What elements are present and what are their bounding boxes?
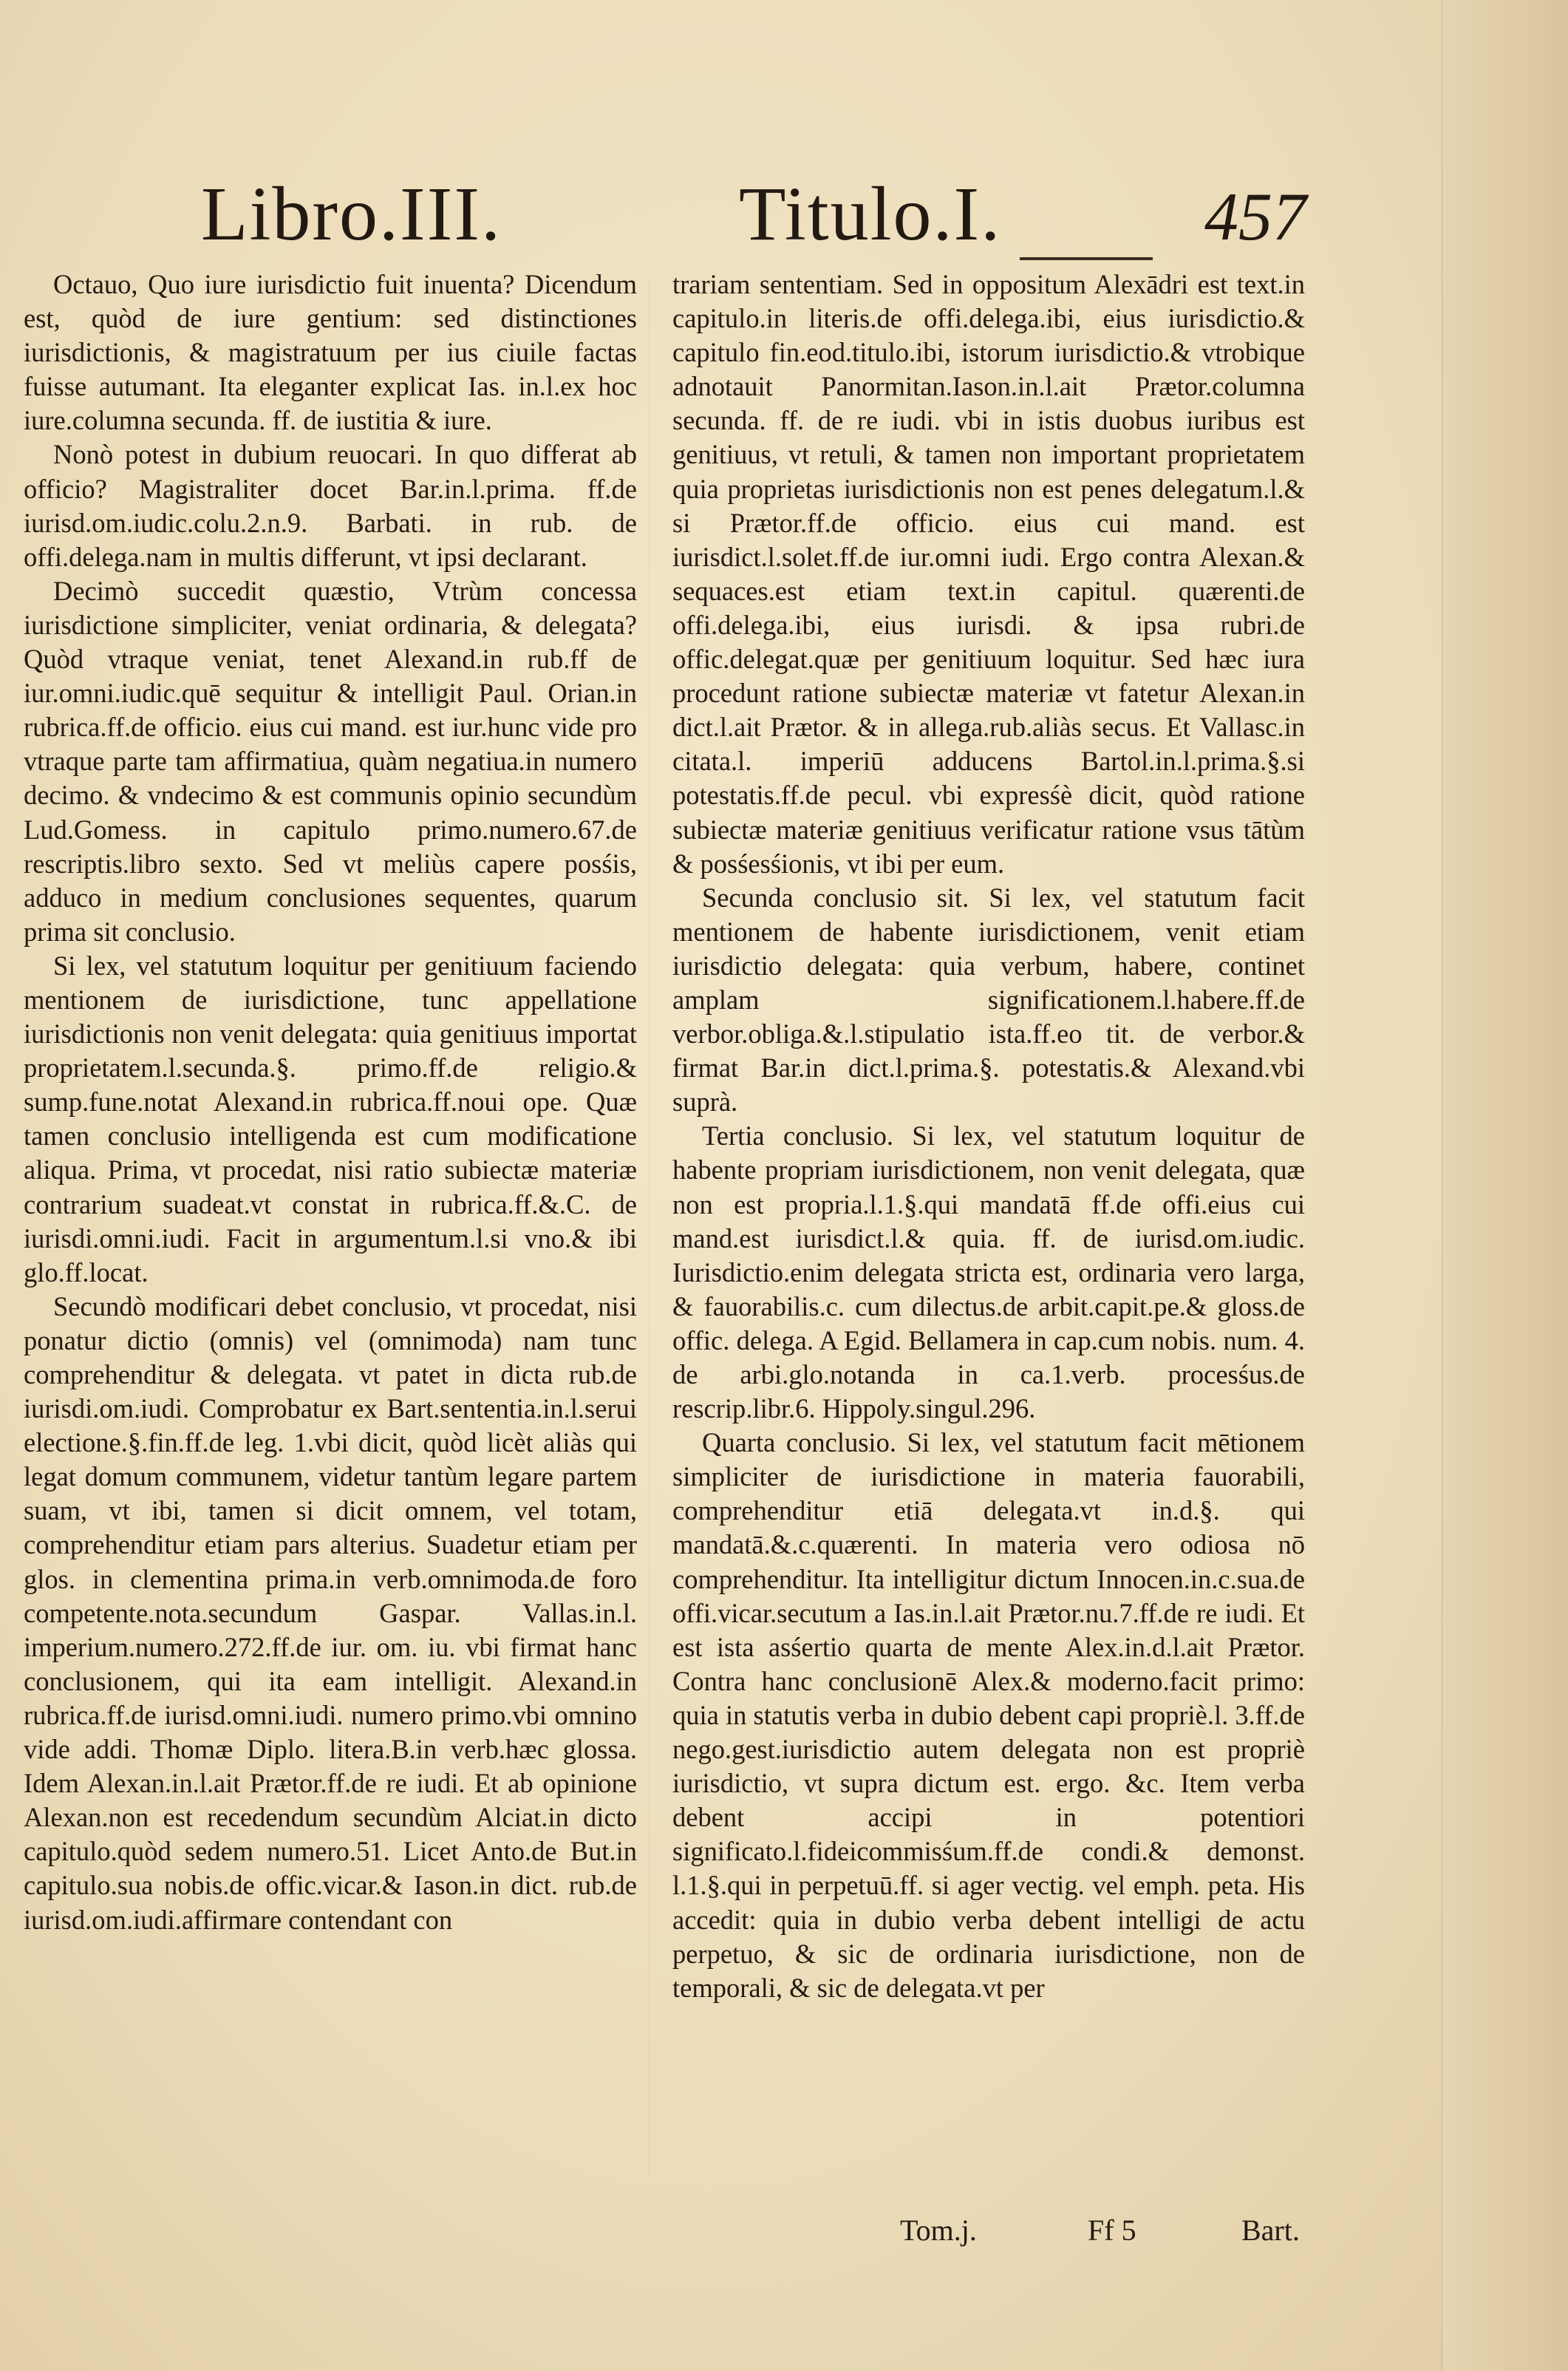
header-book: Libro.III. bbox=[201, 171, 502, 256]
paragraph: Decimò succedit quæstio, Vtrùm concessa iurisdictione simpliciter, veniat ordinaria, & delegata? Quòd vtraque veniat, tenet Alexand.in rub.ff de iur.omni.iudic.quē sequitur & intelligit Paul. Orian.in rubrica.ff.de officio. eius cui mand. est iur.hunc vide pro vtraque parte tam affirmatiua, quàm negatiua.in numero decimo. & vndecimo & est communis opinio secundùm Lud.Gomess. in capitulo primo.numero.67.de rescriptis.libro sexto. Sed vt meliùs capere posśis, adduco in medium conclusiones sequentes, quarum prima sit conclusio. bbox=[24, 575, 637, 947]
paragraph: Tertia conclusio. Si lex, vel statutum loquitur de habente propriam iurisdictionem, non venit delegata, quæ non est propria.l.1.§.qui mandatā ff.de offi.eius cui mand.est iurisdict.l.& quia. ff. de iurisd.om.iudic. Iurisdictio.enim delegata stricta est, ordinaria vero larga, & fauorabilis.c. cum dilectus.de arbit.capit.pe.& gloss.de offic. delega. A Egid. Bellamera in cap.cum nobis. num. 4. de arbi.glo.notanda in ca.1.verb. procesśus.de rescrip.libr.6. Hippoly.singul.296. bbox=[672, 1120, 1305, 1424]
paragraph: Octauo, Quo iure iurisdictio fuit inuenta? Dicendum est, quòd de iure gentium: sed distinctiones iurisdictionis, & magistratuum per ius ciuile factas fuisse autumant. Ita eleganter explicat Ias. in.l.ex hoc iure.columna secunda. ff. de iustitia & iure. bbox=[24, 269, 637, 436]
paragraph: trariam sententiam. Sed in oppositum Alexādri est text.in capitulo.in literis.de offi.delega.ibi, eius iurisdictio.& capitulo fin.eod.titulo.ibi, istorum iurisdictio.& vtrobique adnotauit Panormitan.Iason.in.l.ait Prætor.columna secunda. ff. de re iudi. vbi in istis duobus iuribus est genitiuus, vt retuli, & tamen non important proprietatem quia proprietas iurisdictionis non est penes delegatum.l.& si Prætor.ff.de officio. eius cui mand. est iurisdict.l.solet.ff.de iur.omni iudi. Ergo contra Alexan.& sequaces.est etiam text.in capitul. quærenti.de offi.delega.ibi, eius iurisdi. & ipsa rubri.de offic.delegat.quæ per genitiuum loquitur. Sed hæc iura procedunt ratione subiectæ materiæ vt fatetur Alexan.in dict.l.ait Prætor. & in allega.rub.aliàs secus. Et Vallasc.in citata.l. imperiū adducens Bartol.in.l.prima.§.si potestatis.ff.de pecul. vbi expresśè dicit, quòd ratione subiectæ materiæ genitiuus verificatur ratione vsus tātùm & posśesśionis, vt ibi per eum. bbox=[672, 269, 1305, 879]
left-column bbox=[24, 268, 637, 1937]
page-footer bbox=[0, 2213, 1568, 2257]
page-number: 457 bbox=[1204, 179, 1306, 254]
adjacent-page-edge bbox=[1442, 0, 1568, 2371]
paragraph: Quarta conclusio. Si lex, vel statutum facit mētionem simpliciter de iurisdictione in materia fauorabili, comprehenditur etiā delegata.vt in.d.§. qui mandatā.&.c.quærenti. In materia vero odiosa nō comprehenditur. Ita intelligitur dictum Innocen.in.c.sua.de offi.vicar.secutum a Ias.in.l.ait Prætor.nu.7.ff.de re iudi. Et est ista asśertio quarta de mente Alex.in.d.l.ait Prætor. Contra hanc conclusionē Alex.& moderno.facit primo: quia in statutis verba in dubio debent capi propriè.l. 3.ff.de nego.gest.iurisdictio autem delegata non est propriè iurisdictio, vt supra dictum est. ergo. &c. Item verba debent accipi in potentiori significato.l.fideicommisśum.ff.de condi.& demonst. l.1.§.qui in perpetuū.ff. si ager vectig. vel emph. peta. His accedit: quia in dubio verba debent intelligi de actu perpetuo, & sic de ordinaria iurisdictione, non de temporali, & sic de delegata.vt per bbox=[672, 1427, 1305, 2003]
paragraph: Nonò potest in dubium reuocari. In quo differat ab officio? Magistraliter docet Bar.in.l.prima. ff.de iurisd.om.iudic.colu.2.n.9. Barbati. in rub. de offi.delega.nam in multis differunt, vt ipsi declarant. bbox=[24, 439, 637, 572]
column-gutter bbox=[649, 281, 650, 2173]
right-column bbox=[672, 268, 1305, 2005]
signature-mark: Ff 5 bbox=[1088, 2214, 1136, 2247]
volume-mark: Tom.j. bbox=[900, 2214, 977, 2247]
header-title: Titulo.I. bbox=[739, 171, 1002, 256]
catchword: Bart. bbox=[1241, 2214, 1300, 2247]
paragraph: Secunda conclusio sit. Si lex, vel statutum facit mentionem de habente iurisdictionem, venit etiam iurisdictio delegata: quia verbum, habere, continet amplam significationem.l.habere.ff.de verbor.obliga.&.l.stipulatio ista.ff.eo tit. de verbor.& firmat Bar.in dict.l.prima.§. potestatis.& Alexand.vbi suprà. bbox=[672, 882, 1305, 1118]
header-rule bbox=[1020, 257, 1153, 260]
running-header bbox=[0, 170, 1568, 266]
paragraph: Si lex, vel statutum loquitur per genitiuum faciendo mentionem de iurisdictione, tunc appellatione iurisdictionis non venit delegata: quia genitiuus importat proprietatem.l.secunda.§. primo.ff.de religio.& sump.fune.notat Alexand.in rubrica.ff.noui ope. Quæ tamen conclusio intelligenda est cum modificatione aliqua. Prima, vt procedat, nisi ratio subiectæ materiæ contrarium suadeat.vt constat in rubrica.ff.&.C. de iurisdi.omni.iudi. Facit in argumentum.l.si vno.& ibi glo.ff.locat. bbox=[24, 950, 637, 1287]
paragraph: Secundò modificari debet conclusio, vt procedat, nisi ponatur dictio (omnis) vel (omnimoda) nam tunc comprehenditur & delegata. vt patet in dicta rub.de iurisdi.om.iudi. Comprobatur ex Bart.sententia.in.l.serui electione.§.fin.ff.de leg. 1.vbi dicit, quòd licèt aliàs qui legat domum communem, videtur tantùm legare partem suam, vt ibi, tamen si dicit omnem, vel totam, comprehenditur etiam pars alterius. Suadetur etiam per glos. in clementina prima.in verb.omnimoda.de foro competente.nota.secundum Gaspar. Vallas.in.l. imperium.numero.272.ff.de iur. om. iu. vbi firmat hanc conclusionem, qui ita eam intelligit. Alexand.in rubrica.ff.de iurisd.omni.iudi. numero primo.vbi omnino vide addi. Thomæ Diplo. litera.B.in verb.hæc glossa. Idem Alexan.in.l.ait Prætor.ff.de re iudi. Et ab opinione Alexan.non est recedendum secundùm Alciat.in dicto capitulo.quòd sedem numero.51. Licet Anto.de But.in capitulo.sua nobis.de offic.vicar.& Iason.in dict. rub.de iurisd.om.iudi.affirmare contendant con bbox=[24, 1290, 637, 1935]
